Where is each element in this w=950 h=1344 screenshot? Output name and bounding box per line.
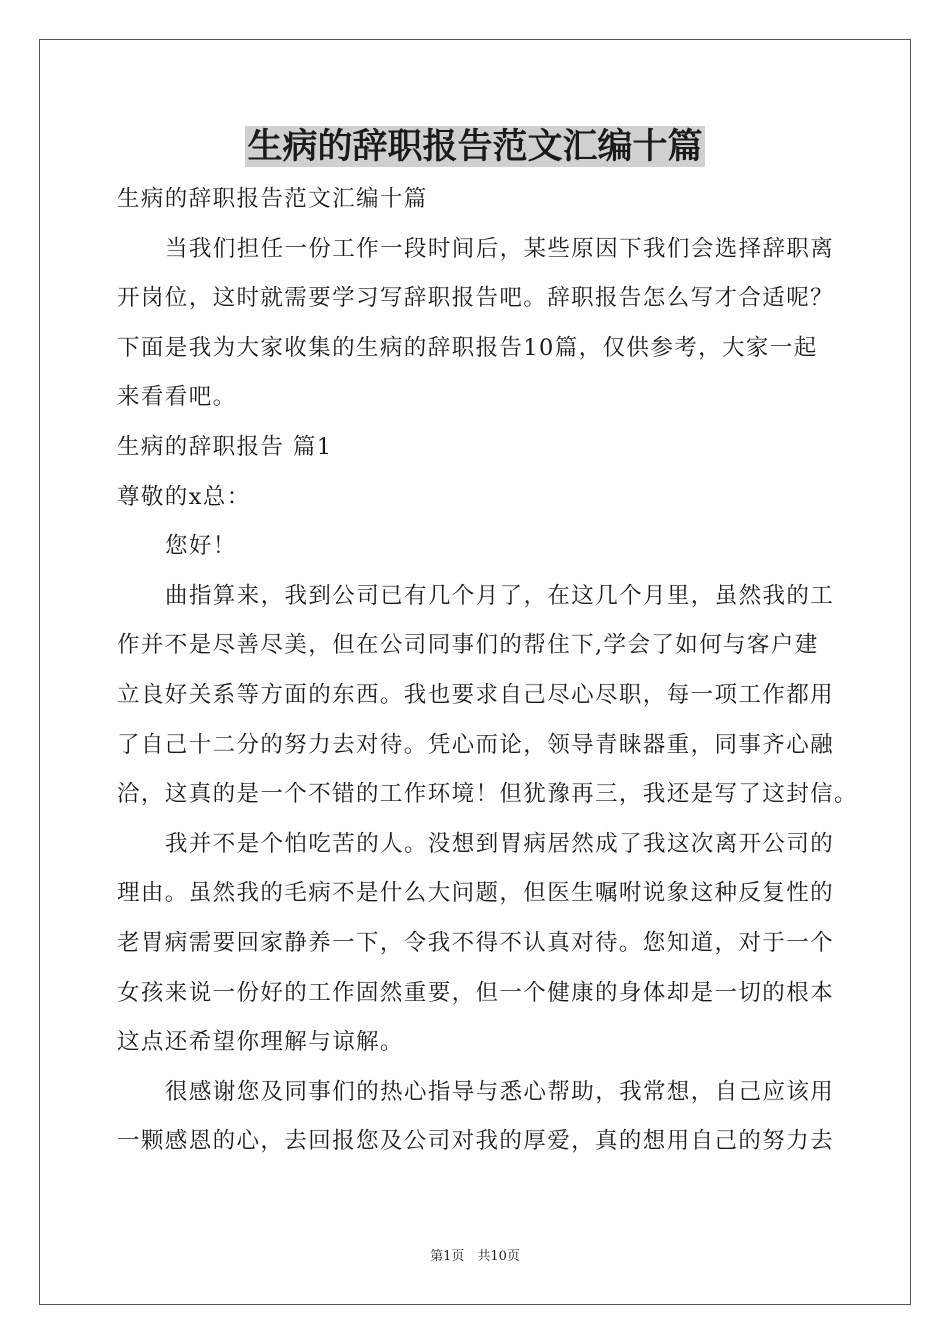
body-line: 当我们担任一份工作一段时间后，某些原因下我们会选择辞职离 — [165, 235, 835, 262]
body-line: 了自己十二分的努力去对待。凭心而论，领导青睐器重，同事齐心融 — [117, 731, 835, 758]
body-line: 老胃病需要回家静养一下，令我不得不认真对待。您知道，对于一个 — [117, 929, 835, 956]
body-line: 下面是我为大家收集的生病的辞职报告10篇，仅供参考，大家一起 — [117, 334, 818, 361]
body-line: 作并不是尽善尽美，但在公司同事们的帮住下,学会了如何与客户建 — [117, 632, 819, 659]
body-line: 这点还希望你理解与谅解。 — [117, 1029, 404, 1056]
body-line: 立良好关系等方面的东西。我也要求自己尽心尽职，每一项工作都用 — [117, 681, 835, 708]
body-line: 来看看吧。 — [117, 384, 237, 411]
document-title-text: 生病的辞职报告范文汇编十篇 — [247, 126, 703, 167]
body-line: 我并不是个怕吃苦的人。没想到胃病居然成了我这次离开公司的 — [165, 830, 835, 857]
body-line: 曲指算来，我到公司已有几个月了，在这几个月里，虽然我的工 — [165, 582, 835, 609]
body-line: 一颗感恩的心，去回报您及公司对我的厚爱，真的想用自己的努力去 — [117, 1128, 835, 1155]
body-line: 开岗位，这时就需要学习写辞职报告吧。辞职报告怎么写才合适呢？ — [117, 285, 835, 312]
salutation: 尊敬的x总： — [117, 483, 251, 510]
greeting: 您好！ — [165, 533, 237, 560]
body-line: 很感谢您及同事们的热心指导与悉心帮助，我常想，自己应该用 — [165, 1078, 835, 1105]
body-line: 女孩来说一份好的工作固然重要，但一个健康的身体却是一切的根本 — [117, 979, 835, 1006]
body-line: 理由。虽然我的毛病不是什么大问题，但医生嘱咐说象这种反复性的 — [117, 880, 835, 907]
section-heading: 生病的辞职报告 篇1 — [117, 433, 333, 460]
page-footer — [0, 1247, 950, 1267]
body-line: 洽，这真的是一个不错的工作环境！但犹豫再三，我还是写了这封信。 — [117, 781, 858, 808]
page-number: 第1页 共10页 — [430, 1249, 520, 1264]
document-title — [0, 124, 950, 170]
body-line: 生病的辞职报告范文汇编十篇 — [117, 186, 428, 212]
document-body — [117, 176, 858, 1168]
